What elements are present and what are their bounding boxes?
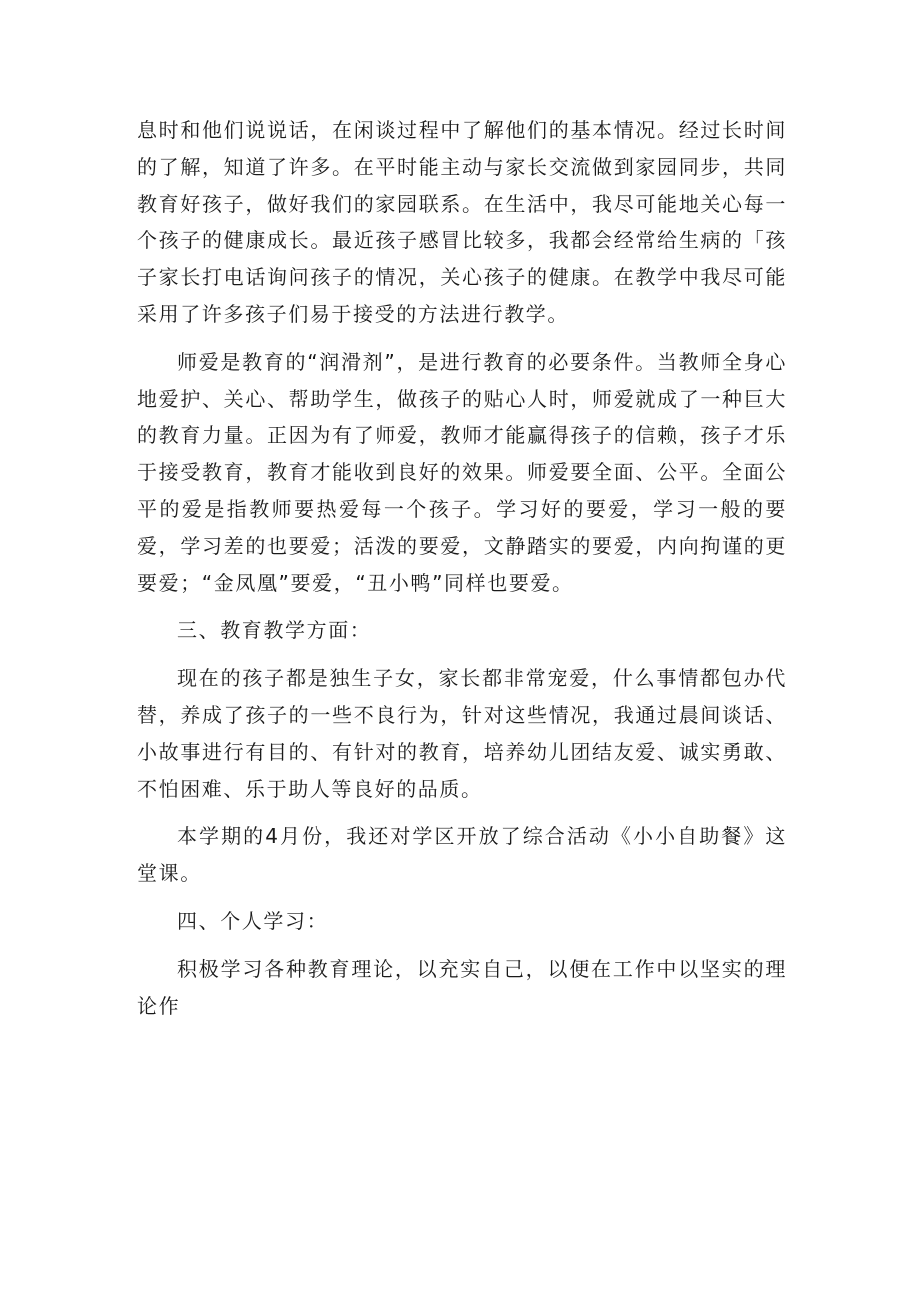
paragraph-teacher-love: 师爱是教育的“润滑剂”，是进行教育的必要条件。当教师全身心地爱护、关心、帮助学生，做孩子的贴心人时，师爱就成了一种巨大的教育力量。正因为有了师爱，教师才能赢得孩子的信赖，孩子才乐于接受教育，教育才能收到良好的效果。师爱要全面、公平。全面公平的爱是指教师要热爱每一个孩子。学习好的要爱，学习一般的要爱，学习差的也要爱；活泼的要爱，文静踏实的要爱，内向拘谨的更要爱；“金凤凰”要爱，“丑小鸭”同样也要爱。 — [137, 349, 787, 595]
paragraph-open-class: 本学期的4月份，我还对学区开放了综合活动《小小自助餐》这堂课。 — [137, 824, 787, 886]
paragraph-theory-study: 积极学习各种教育理论，以充实自己，以便在工作中以坚实的理论作 — [137, 956, 787, 1018]
section-heading-personal-study: 四、个人学习： — [177, 908, 329, 933]
document-body — [137, 112, 787, 1035]
paragraph-home-school-contact: 息时和他们说说话，在闲谈过程中了解他们的基本情况。经过长时间的了解，知道了许多。在平时能主动与家长交流做到家园同步，共同教育好孩子，做好我们的家园联系。在生活中，我尽可能地关心每一个孩子的健康成长。最近孩子感冒比较多，我都会经常给生病的「孩子家长打电话询问孩子的情况，关心孩子的健康。在教学中我尽可能采用了许多孩子们易于接受的方法进行教学。 — [137, 118, 787, 326]
paragraph-behavior-education: 现在的孩子都是独生子女，家长都非常宠爱，什么事情都包办代替，养成了孩子的一些不良行为，针对这些情况，我通过晨间谈话、小故事进行有目的、有针对的教育，培养幼儿团结友爱、诚实勇敢、不怕困难、乐于助人等良好的品质。 — [137, 666, 787, 801]
section-heading-teaching: 三、教育教学方面： — [177, 618, 372, 643]
